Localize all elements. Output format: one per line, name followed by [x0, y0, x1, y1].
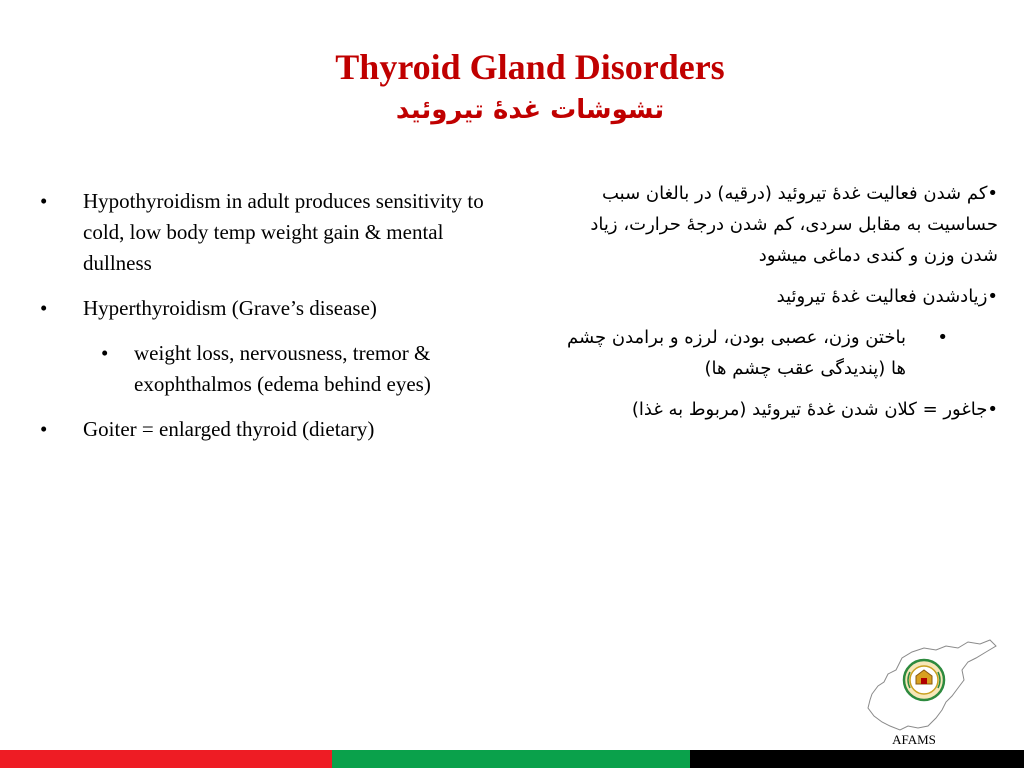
bullet-marker: • [937, 327, 948, 348]
list-item [40, 338, 490, 400]
list-item-text: Goiter = enlarged thyroid (dietary) [83, 417, 375, 441]
list-item-text: باختن وزن، عصبی بودن، لرزه و برامدن چشم ها (پندیدگی عقب چشم ها) [566, 327, 906, 379]
black-bar-segment [690, 750, 1024, 768]
list-item [40, 186, 490, 279]
persian-bullet-list [558, 178, 998, 425]
slide-title: Thyroid Gland Disorders [335, 47, 725, 87]
afghanistan-map-logo [862, 636, 1002, 740]
english-bullet-list [40, 186, 490, 445]
list-item [40, 293, 490, 324]
bullet-marker: • [101, 341, 109, 365]
list-item: •جاغور = کلان شدن غدۀ تیروئید (مربوط به غذا) [631, 399, 998, 420]
list-item [40, 414, 490, 445]
bullet-marker: • [40, 189, 48, 213]
list-item: •زیادشدن فعالیت غدۀ تیروئید [776, 286, 998, 307]
slide-title-persian: تشوشات غدۀ تیروئید [395, 95, 665, 125]
logo-label: AFAMS [892, 732, 936, 747]
list-item [558, 322, 998, 384]
list-item: •کم شدن فعالیت غدۀ تیروئید (درقیه) در بالغان سبب حساسیت به مقابل سردی، کم شدن درجۀ حرارت، زیاد شدن وزن و کندی دماغی میشود [590, 183, 998, 266]
red-bar-segment [0, 750, 332, 768]
list-item-text: Hyperthyroidism (Grave’s disease) [83, 296, 377, 320]
footer-color-bar [0, 750, 1024, 768]
green-bar-segment [332, 750, 690, 768]
list-item-text: Hypothyroidism in adult produces sensitivity to cold, low body temp weight gain & mental dullness [83, 189, 484, 275]
bullet-marker: • [40, 417, 48, 441]
list-item-text: weight loss, nervousness, tremor & exophthalmos (edema behind eyes) [134, 341, 431, 396]
bullet-marker: • [40, 296, 48, 320]
